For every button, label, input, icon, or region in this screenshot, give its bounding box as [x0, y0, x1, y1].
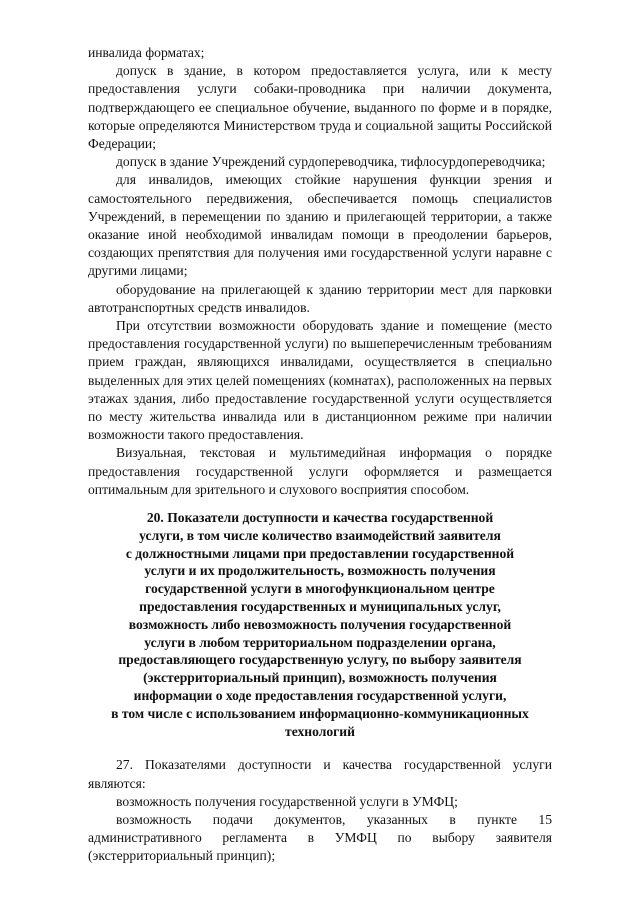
heading-line: возможность либо невозможность получения государственной — [128, 616, 512, 632]
section-heading — [88, 509, 552, 740]
heading-line: предоставляющего государственную услугу, по выбору заявителя — [118, 652, 522, 668]
heading-line: услуги и их продолжительность, возможность получения — [144, 563, 496, 579]
heading-line: в том числе с использованием информационно-коммуникационных — [111, 705, 529, 721]
heading-line: 20. Показатели доступности и качества государственной — [146, 510, 494, 526]
spacer — [88, 499, 552, 509]
heading-line: предоставления государственных и муниципальных услуг, — [139, 599, 501, 615]
paragraph-visual-information: Визуальная, текстовая и мультимедийная информация о порядке предоставления государственной услуги оформляется и размещается оптимальным для зрительного и слухового восприятия способом. — [88, 445, 552, 497]
document-page — [88, 44, 552, 866]
paragraph-guide-dog-access: допуск в здание, в котором предоставляется услуга, или к месту предоставления услуги собаки-проводника при наличии документа, подтверждающего ее специальное обучение, выданного по форме и в порядке, которые определяются Министерством труда и социальной защиты Российской Федерации; — [88, 63, 552, 152]
heading-line: услуги в любом территориальном подразделении органа, — [144, 634, 496, 650]
paragraph-alternative-reception: При отсутствии возможности оборудовать здание и помещение (место предоставления государственной услуги) по вышеперечисленным требованиям прием граждан, являющихся инвалидами, осуществляется в специально выделенных для этих целей помещениях (комнатах), расположенных на первых этажах здания, либо предоставление государственной услуги осуществляется по месту жительства инвалида или в дистанционном режиме при наличии возможности такого предоставления. — [88, 318, 552, 443]
paragraph-continuation: инвалида форматах; — [88, 45, 205, 60]
paragraph-interpreter-access: допуск в здание Учреждений сурдопереводчика, тифлосурдопереводчика; — [116, 154, 546, 170]
heading-line: информации о ходе предоставления государственной услуги, — [133, 688, 507, 704]
heading-line: государственной услуги в многофункциональном центре — [145, 581, 495, 597]
paragraph-document-submission: возможность подачи документов, указанных в пункте 15 административного регламента в УМФЦ по выбору заявителя (экстерриториальный принцип); — [88, 812, 552, 864]
paragraph-parking: оборудование на прилегающей к зданию территории мест для парковки автотранспортных средств инвалидов. — [88, 281, 552, 315]
heading-line: (экстерриториальный принцип), возможность получения — [143, 670, 497, 686]
heading-line: услуги, в том числе количество взаимодействий заявителя — [139, 527, 501, 543]
spacer — [88, 740, 552, 756]
heading-line: технологий — [285, 723, 355, 739]
paragraph-umfc-availability: возможность получения государственной услуги в УМФЦ; — [116, 793, 458, 809]
paragraph-assistance: для инвалидов, имеющих стойкие нарушения функции зрения и самостоятельного передвижения, обеспечивается помощь специалистов Учреждений, в перемещении по зданию и прилегающей территории, а также оказание иной необходимой инвалидам помощи в преодолении барьеров, создающих препятствия для получения ими государственной услуги наравне с другими лицами; — [88, 172, 552, 279]
paragraph-indicators-intro: 27. Показателями доступности и качества государственной услуги являются: — [88, 757, 552, 791]
heading-line: с должностными лицами при предоставлении государственной — [125, 545, 515, 561]
